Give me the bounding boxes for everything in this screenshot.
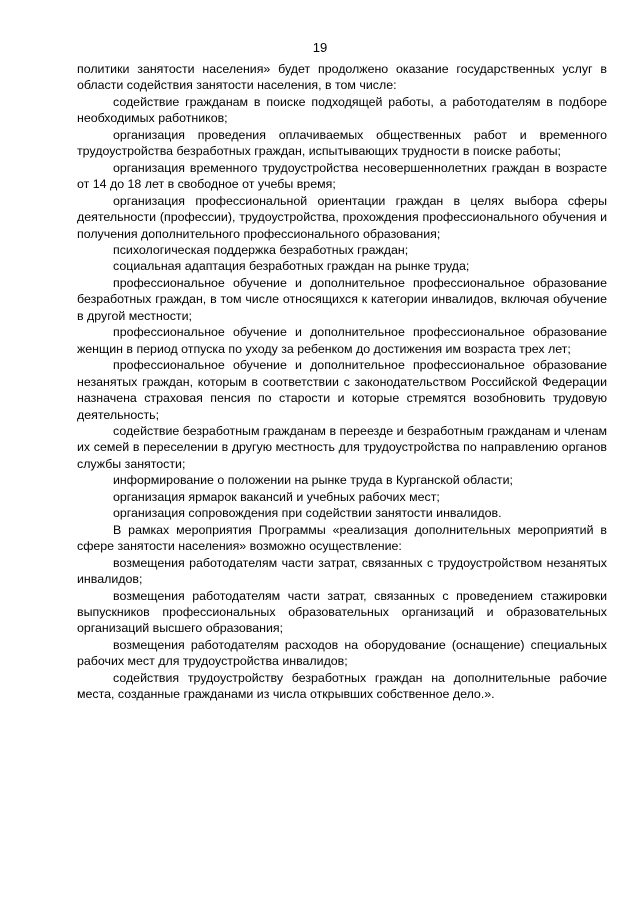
paragraph: информирование о положении на рынке труда в Курганской области;	[113, 473, 513, 488]
paragraph: профессиональное обучение и дополнительное профессиональное образование незанятых граждан, которым в соответствии с законодательством Российской Федерации назначена страховая пенсия по старости и которые стремятся возобновить трудовую деятельность;	[77, 358, 607, 422]
paragraph: профессиональное обучение и дополнительное профессиональное образование безработных граждан, в том числе относящихся к категории инвалидов, включая обучение в другой местности;	[77, 275, 607, 323]
paragraph: политики занятости населения» будет продолжено оказание государственных услуг в области содействия занятости населения, в том числе:	[77, 62, 607, 93]
paragraph: возмещения работодателям части затрат, связанных с проведением стажировки выпускников профессиональных образовательных организаций и образовательных организаций высшего образования;	[77, 588, 607, 636]
paragraph: возмещения работодателям расходов на оборудование (оснащение) специальных рабочих мест для трудоустройства инвалидов;	[77, 637, 607, 669]
paragraph: возмещения работодателям части затрат, связанных с трудоустройством незанятых инвалидов;	[77, 555, 607, 587]
paragraph: профессиональное обучение и дополнительное профессиональное образование женщин в период отпуска по уходу за ребенком до достижения им возраста трех лет;	[77, 325, 607, 356]
paragraph: содействие безработным гражданам в переезде и безработным гражданам и членам их семей в переселении в другую местность для трудоустройства по направлению органов службы занятости;	[77, 423, 607, 471]
document-body	[77, 61, 607, 703]
paragraph: содействия трудоустройству безработных граждан на дополнительные рабочие места, созданные гражданами из числа открывших собственное дело.».	[77, 670, 607, 702]
paragraph: психологическая поддержка безработных граждан;	[113, 242, 409, 257]
paragraph: содействие гражданам в поиске подходящей работы, а работодателям в подборе необходимых работников;	[77, 94, 607, 126]
paragraph: организация проведения оплачиваемых общественных работ и временного трудоустройства безработных граждан, испытывающих трудности в поиске работы;	[77, 127, 607, 159]
page-number: 19	[312, 40, 328, 55]
paragraph: В рамках мероприятия Программы «реализация дополнительных мероприятий в сфере занятости населения» возможно осуществление:	[77, 522, 607, 554]
paragraph: организация сопровождения при содействии занятости инвалидов.	[113, 506, 502, 521]
paragraph: организация профессиональной ориентации граждан в целях выбора сферы деятельности (профессии), трудоустройства, прохождения профессионального обучения и получения дополнительного профессионального образования;	[77, 193, 607, 241]
paragraph: организация ярмарок вакансий и учебных рабочих мест;	[113, 489, 440, 504]
paragraph: социальная адаптация безработных граждан на рынке труда;	[113, 259, 470, 274]
paragraph: организация временного трудоустройства несовершеннолетних граждан в возрасте от 14 до 18 лет в свободное от учебы время;	[77, 160, 607, 192]
